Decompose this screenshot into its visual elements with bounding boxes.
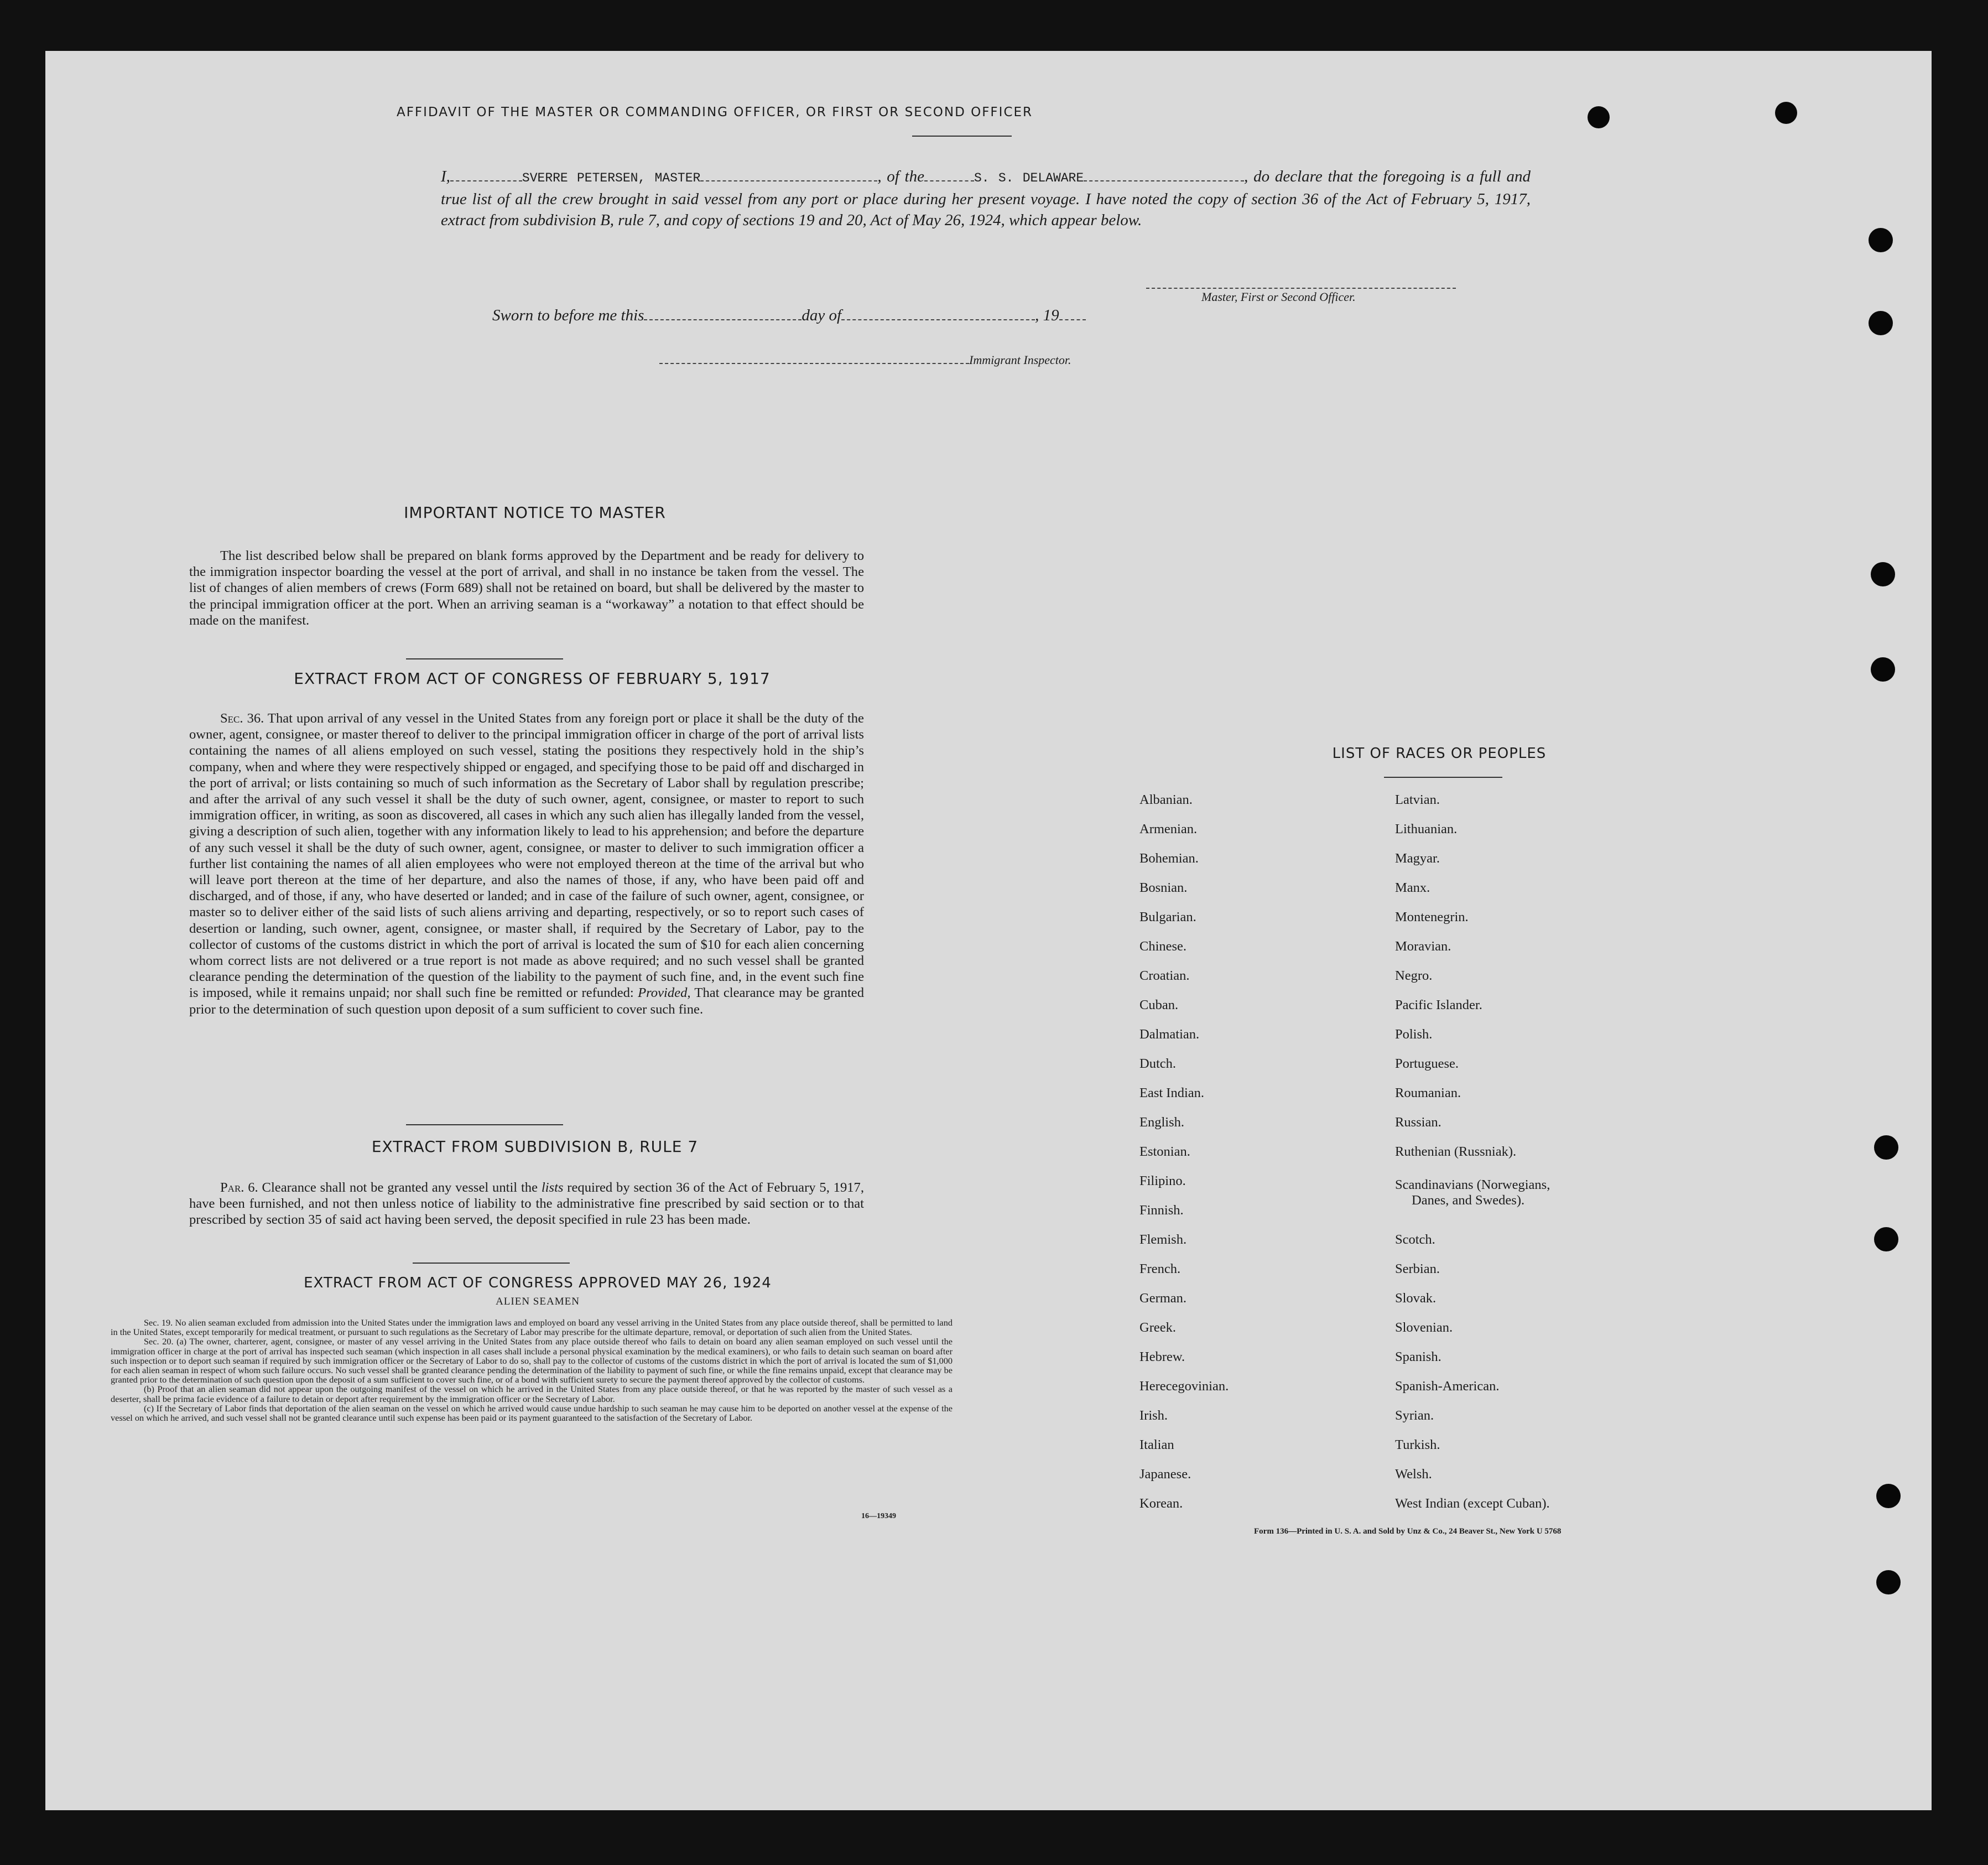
race-item: Flemish. [1139,1232,1187,1247]
section-20b: (b) Proof that an alien seaman did not appear upon the outgoing manifest of the vessel on which he arrived in the United States from any place outside thereof, or that he was reported by the master of such vessel as a deserter, shall be prima facie evidence of a failure to detain or deport after requirement by the immigration officer or the Secretary of Labor. [111,1384,953,1404]
race-item: Armenian. [1139,822,1198,837]
race-item: Welsh. [1395,1467,1432,1482]
race-item: Irish. [1139,1408,1168,1423]
race-item: Russian. [1395,1115,1441,1130]
extract-1924-title: EXTRACT FROM ACT OF CONGRESS APPROVED MAY 26, 1924 [304,1275,772,1291]
race-item: Polish. [1395,1027,1433,1042]
notice-text: The list described below shall be prepared on blank forms approved by the Department and be ready for delivery to the immigration inspector boarding the vessel at the port of arrival, and shall in no instance be taken from the vessel. The list of changes of alien members of crews (Form 689) shall not be retained on board, but shall be delivered by the master to the principal immigration officer at the port. When an arriving seaman is a “workaway” a notation to that effect should be made on the manifest. [189,548,864,628]
rule-7-title: EXTRACT FROM SUBDIVISION B, RULE 7 [371,1137,699,1156]
declaration-body: that the foregoing is a full and true list of all the crew brought in said vessel from any port or place during her present voyage. I have noted the copy of section 36 of the Act of February 5, 1917, extract from subdivision B, rule 7, and copy of sections 19 and 20, Act of May 26, 1924, which appear below. [441,168,1531,229]
race-item: Bosnian. [1139,880,1188,895]
race-item: Serbian. [1395,1261,1440,1276]
race-item: Chinese. [1139,939,1187,954]
race-item: German. [1139,1291,1187,1306]
race-item: Latvian. [1395,792,1440,807]
race-item: Albanian. [1139,792,1193,807]
punch-hole [1588,106,1610,128]
race-item: Filipino. [1139,1173,1186,1188]
race-item: Manx. [1395,880,1430,895]
race-item: Montenegrin. [1395,910,1469,924]
races-title: LIST OF RACES OR PEOPLES [1332,745,1547,762]
punch-hole [1869,311,1893,335]
declaration [441,166,1531,231]
race-item: Hebrew. [1139,1349,1185,1364]
race-item: Herecegovinian. [1139,1379,1229,1394]
extract-1924-text [111,1318,953,1422]
race-item: East Indian. [1139,1085,1205,1100]
race-item: Negro. [1395,968,1433,983]
race-item: Slovenian. [1395,1320,1453,1335]
race-item: Spanish. [1395,1349,1441,1364]
extract-1917-text: Sec. 36. That upon arrival of any vessel in the United States from any foreign port or place it shall be the duty of the owner, agent, consignee, or master thereof to deliver to the principal immigration officer in charge of the port of arrival lists containing the names of all aliens employed on such vessel, stating the positions they respectively hold in the ship’s company, when and where they were respectively shipped or engaged, and specifying those to be paid off and discharged in the port of arrival; or lists containing so much of such information as the Secretary of Labor shall by regulation prescribe; and after the arrival of any such vessel it shall be the duty of such owner, agent, consignee, or master to report to such immigration officer, in writing, as soon as discovered, all cases in which any such alien has illegally landed from the vessel, giving a description of such alien, together with any information likely to lead to his apprehension; and before the departure of any such vessel it shall be the duty of such owner, agent, consignee, or master to deliver to such immigration officer a further list containing the names of all alien employees who were not employed thereon at the time of the arrival but who will leave port thereon at the time of her departure, and also the names of those, if any, who have been paid off and discharged, and of those, if any, who have deserted or landed; and in case of the failure of such owner, agent, consignee, or master so to deliver either of the said lists of such aliens arriving and departing, respectively, or so to report such cases of desertion or landing, such owner, agent, consignee, or master shall, if required by the Secretary of Labor, pay to the collector of customs of the customs district in which the port of arrival is located the sum of $10 for each alien concerning whom correct lists are not delivered or a true report is not made as above required; and no such vessel shall be granted clearance pending the determination of the question of the liability to the payment of such fine, and, in the event such fine is imposed, while it remains unpaid; nor shall such fine be remitted or refunded: Provided, That clearance may be granted prior to the determination of such question upon deposit of a sum sufficient to cover such fine. [189,711,864,1017]
inspector-line [659,353,1071,367]
race-item: Bulgarian. [1139,910,1196,924]
race-item: Magyar. [1395,851,1440,866]
rule-7-text: Par. 6. Clearance shall not be granted any vessel until the lists required by section 36 of the Act of February 5, 1917, have been furnished, and not then unless notice of liability to the administrative fine prescribed by said section or to that prescribed by section 35 of said act having been served, the deposit specified in rule 23 has been made. [189,1180,865,1228]
day-of-label: day of [802,306,842,324]
race-item: Syrian. [1395,1408,1434,1423]
master-signature-label: Master, First or Second Officer. [1201,290,1356,304]
section-20a: Sec. 20. (a) The owner, charterer, agent, consignee, or master of any vessel arriving in the United States from any place outside thereof who fails to detain on board any alien seaman employed on such vessel until the immigration officer in charge at the port of arrival has inspected such seaman (which inspection in all cases shall include a personal physical examination by the medical examiners), or who fails to detain such seaman on board after such inspection or to deport such seaman if required by such immigration officer or the Secretary of Labor to do so, shall pay to the collector of customs of the customs district in which the port of arrival is located the sum of $1,000 for each alien seaman in respect of whom such failure occurs. No such vessel shall be granted clearance pending the determination of the liability to payment of such fine, or while the fine remains unpaid, except that clearance may be granted prior to the determination of such question upon the deposit of a sum sufficient to cover such fine, or of a bond with sufficient surety to secure the payment thereof approved by the collector of customs. [111,1336,953,1385]
race-item: Japanese. [1139,1467,1191,1482]
declaration-intro: I, [441,168,450,185]
race-item: Portuguese. [1395,1056,1459,1071]
inspector-label: Immigrant Inspector. [969,353,1071,367]
race-item-continuation: Danes, and Swedes). [1412,1193,1525,1208]
race-item: Scotch. [1395,1232,1435,1247]
race-item: Cuban. [1139,998,1179,1012]
extract-1917-title: EXTRACT FROM ACT OF CONGRESS OF FEBRUARY 5, 1917 [294,669,771,688]
year-label: , 19 [1035,306,1059,324]
race-item: Lithuanian. [1395,822,1458,837]
vessel-name: S. S. DELAWARE [974,171,1084,185]
race-item: Greek. [1139,1320,1176,1335]
race-item: Turkish. [1395,1437,1440,1452]
race-item: Estonian. [1139,1144,1190,1159]
punch-hole [1869,228,1893,252]
sworn-label: Sworn to before me this [492,306,644,324]
notice-title: IMPORTANT NOTICE TO MASTER [404,503,666,522]
race-item: West Indian (except Cuban). [1395,1496,1550,1511]
section-19: Sec. 19. No alien seaman excluded from admission into the United States under the immigration laws and employed on board any vessel arriving in the United States from any place outside thereof, shall be permitted to land in the United States, except temporarily for medical treatment, or pursuant to such regulations as the Secretary of Labor may prescribe for the ultimate departure, removal, or deportation of such alien from the United States. [111,1317,953,1338]
punch-hole [1775,102,1797,124]
race-item: Slovak. [1395,1291,1437,1306]
punch-hole [1876,1484,1901,1508]
race-item: Dutch. [1139,1056,1176,1071]
alien-seamen-subtitle: ALIEN SEAMEN [496,1296,580,1307]
race-item: Dalmatian. [1139,1027,1200,1042]
race-item: Bohemian. [1139,851,1199,866]
race-item: Italian [1139,1437,1174,1452]
race-item: Pacific Islander. [1395,998,1482,1012]
race-item: Finnish. [1139,1203,1184,1218]
master-name: SVERRE PETERSEN, MASTER [522,171,701,185]
punch-hole [1871,657,1895,682]
race-item: Korean. [1139,1496,1183,1511]
document-page [45,51,1932,1810]
punch-hole [1871,562,1895,586]
race-item: Croatian. [1139,968,1190,983]
race-item: Spanish-American. [1395,1379,1500,1394]
section-20c: (c) If the Secretary of Labor finds that deportation of the alien seaman on the vessel on which he arrived would cause undue hardship to such seaman he may cause him to be deported on another vessel at the expense of the vessel on which he arrived, and such vessel shall not be granted clearance until such expense has been paid or its payment guaranteed to the satisfaction of the Secretary of Labor. [111,1402,953,1424]
do-declare-label: , do declare [1244,168,1323,185]
master-signature-line [1146,288,1456,289]
race-item: French. [1139,1261,1181,1276]
race-item: English. [1139,1115,1184,1130]
of-the-label: , of the [877,168,924,185]
race-item: Moravian. [1395,939,1451,954]
race-item: Roumanian. [1395,1085,1461,1100]
punch-hole [1874,1227,1898,1251]
race-item: Scandinavians (Norwegians, [1395,1177,1550,1192]
sworn-line [492,306,1086,325]
punch-hole [1876,1570,1901,1594]
punch-hole [1874,1135,1898,1160]
race-item: Ruthenian (Russniak). [1395,1144,1517,1159]
title-underline [912,136,1012,137]
affidavit-title: AFFIDAVIT OF THE MASTER OR COMMANDING OFFICER, OR FIRST OR SECOND OFFICER [396,105,1033,120]
printer-imprint: Form 136—Printed in U. S. A. and Sold by Unz & Co., 24 Beaver St., New York U 5768 [1254,1527,1562,1536]
form-number: 16—19349 [861,1512,896,1520]
